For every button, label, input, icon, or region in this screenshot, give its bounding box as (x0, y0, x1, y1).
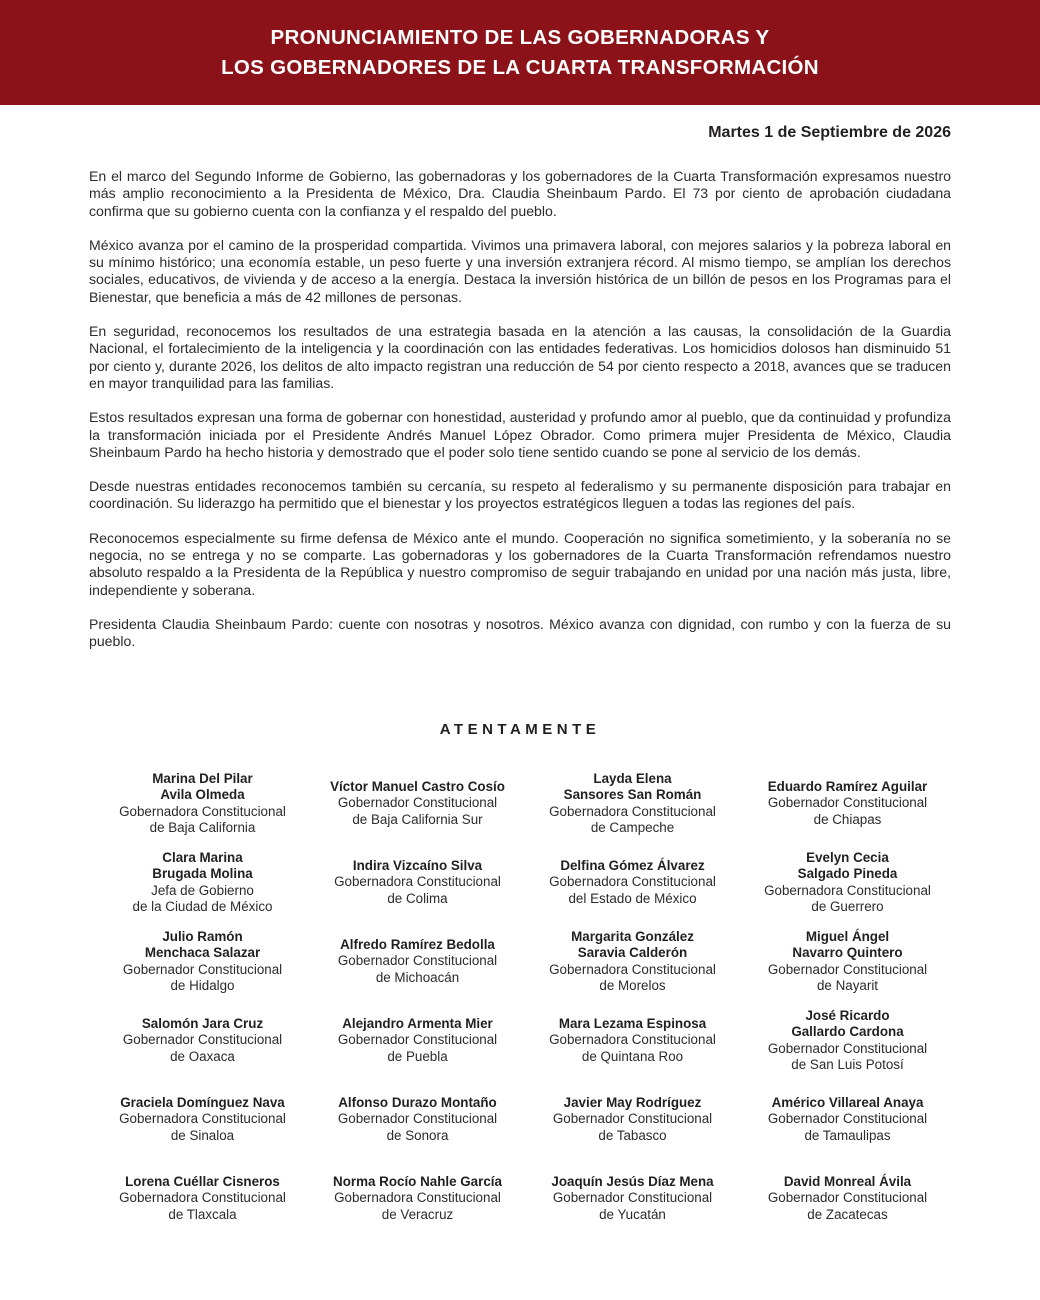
signatory-title: Gobernador Constitucional (767, 795, 928, 811)
signatory-state: de Baja California (149, 819, 256, 835)
signatory-block (95, 764, 310, 843)
signatory-block (740, 1159, 955, 1238)
signatory-block (525, 1001, 740, 1080)
paragraph: México avanza por el camino de la prosperidad compartida. Vivimos una primavera laboral, con mejores salarios y la pobreza laboral en su mínimo histórico; una economía estable, un peso fuerte y una inversión extranjera récord. Al mismo tiempo, se amplían los derechos sociales, educativos, de vivienda y de acceso a la energía. Destaca la inversión histórica de un billón de pesos en los Programas para el Bienestar, que beneficia a más de 42 millones de personas. (89, 236, 951, 305)
paragraph: En seguridad, reconocemos los resultados de una estrategia basada en la atención a las causas, la consolidación de la Guardia Nacional, el fortalecimiento de la inteligencia y la coordinación con las entidades federativas. Los homicidios dolosos han disminuido 51 por ciento y, durante 2026, los delitos de alto impacto registran una reducción de 54 por ciento respecto a 2018, avances que se traducen en mayor tranquilidad para las familias. (89, 323, 951, 391)
signatory-title: Gobernador Constitucional (767, 961, 928, 977)
signatories-grid (95, 764, 955, 1238)
signatory-state: de Oaxaca (170, 1048, 235, 1064)
signatory-block (525, 843, 740, 922)
signatory-block (525, 922, 740, 1001)
signatory-title: Gobernador Constitucional (337, 795, 498, 811)
signatory-name: Alejandro Armenta Mier (342, 1016, 493, 1032)
signatory-title: Gobernadora Constitucional (549, 874, 716, 890)
paragraph: Estos resultados expresan una forma de gobernar con honestidad, austeridad y profundo amor al pueblo, que da continuidad y profundiza la transformación iniciada por el Presidente Andrés Manuel López Obrador. Como primera mujer Presidenta de México, Claudia Sheinbaum Pardo ha hecho historia y demostrado que el poder solo tiene sentido cuando se pone al servicio de los demás. (89, 409, 951, 460)
signatory-title: Gobernadora Constitucional (119, 803, 286, 819)
signatory-state: de Tabasco (598, 1127, 667, 1143)
signatory-block (95, 922, 310, 1001)
signatory-state: de la Ciudad de México (132, 898, 273, 914)
signatory-name: Evelyn Cecia Salgado Pineda (797, 849, 898, 882)
signatory-block (95, 1001, 310, 1080)
signatory-block (310, 922, 525, 1001)
signatory-name: Miguel Ángel Navarro Quintero (792, 928, 903, 961)
signatory-name: Alfredo Ramírez Bedolla (340, 937, 495, 953)
signatory-name: Salomón Jara Cruz (141, 1016, 264, 1032)
signatory-block (740, 1080, 955, 1159)
signatory-name: Layda Elena Sansores San Román (563, 770, 702, 803)
signatory-name: Lorena Cuéllar Cisneros (125, 1174, 280, 1190)
signatory-state: de Tamaulipas (804, 1127, 891, 1143)
signatory-block (740, 1001, 955, 1080)
signatory-title: Gobernador Constitucional (337, 953, 498, 969)
signatory-title: Gobernadora Constitucional (549, 961, 716, 977)
signatory-title: Gobernadora Constitucional (119, 1111, 286, 1127)
signatory-block (310, 1001, 525, 1080)
signatory-state: de Quintana Roo (581, 1048, 684, 1064)
signatory-state: de Chiapas (813, 811, 882, 827)
signatory-state: de Sinaloa (170, 1127, 235, 1143)
signatory-title: Gobernadora Constitucional (549, 803, 716, 819)
signatory-block (95, 1080, 310, 1159)
signatory-title: Gobernador Constitucional (337, 1111, 498, 1127)
signatory-state: de Zacatecas (807, 1206, 888, 1222)
signatory-block (95, 1159, 310, 1238)
signatory-state: de Guerrero (811, 898, 884, 914)
document-date: Martes 1 de Septiembre de 2026 (708, 124, 951, 141)
signatory-title: Gobernador Constitucional (337, 1032, 498, 1048)
header-band (0, 0, 1040, 105)
header-title-line-1: PRONUNCIAMIENTO DE LAS GOBERNADORAS Y (270, 25, 770, 49)
signatory-block (310, 843, 525, 922)
signatory-name: Delfina Gómez Álvarez (560, 858, 705, 874)
signatory-block (525, 1159, 740, 1238)
signatory-state: de Morelos (599, 977, 666, 993)
signatory-title: Gobernadora Constitucional (764, 882, 931, 898)
signatory-block (525, 764, 740, 843)
signatory-state: del Estado de México (568, 890, 697, 906)
signatory-name: Margarita González Saravia Calderón (571, 928, 694, 961)
signatory-block (95, 843, 310, 922)
signatory-title: Gobernadora Constitucional (549, 1032, 716, 1048)
signatory-name: Graciela Domínguez Nava (120, 1095, 285, 1111)
signatory-state: de Yucatán (599, 1206, 666, 1222)
signatory-name: Eduardo Ramírez Aguilar (767, 779, 928, 795)
signatory-block (310, 764, 525, 843)
signatory-name: Clara Marina Brugada Molina (152, 849, 253, 882)
signatory-name: José Ricardo Gallardo Cardona (791, 1007, 904, 1040)
signatory-title: Gobernadora Constitucional (334, 874, 501, 890)
signatory-name: David Monreal Ávila (783, 1174, 912, 1190)
signatory-block (740, 922, 955, 1001)
signatory-state: de Sonora (386, 1127, 449, 1143)
signatory-state: de Veracruz (381, 1206, 454, 1222)
signatory-name: Joaquín Jesús Díaz Mena (551, 1174, 714, 1190)
signatory-name: Marina Del Pilar Avila Olmeda (152, 770, 253, 803)
signatory-title: Gobernador Constitucional (767, 1111, 928, 1127)
paragraph: En el marco del Segundo Informe de Gobierno, las gobernadoras y los gobernadores de la Cuarta Transformación expresamos nuestro más amplio reconocimiento a la Presidenta de México, Dra. Claudia Sheinbaum Pardo. El 73 por ciento de aprobación ciudadana confirma que su gobierno cuenta con la confianza y el respaldo del pueblo. (89, 168, 951, 219)
signatory-name: Víctor Manuel Castro Cosío (330, 779, 505, 795)
signatory-name: Javier May Rodríguez (563, 1095, 702, 1111)
signatory-name: Julio Ramón Menchaca Salazar (144, 928, 261, 961)
signatory-state: de Colima (387, 890, 448, 906)
signatory-name: Norma Rocío Nahle García (333, 1174, 502, 1190)
signatory-state: de Campeche (590, 819, 675, 835)
signatory-block (310, 1080, 525, 1159)
signatory-name: Américo Villareal Anaya (771, 1095, 924, 1111)
signatory-block (525, 1080, 740, 1159)
signatory-state: de Baja California Sur (352, 811, 483, 827)
signatory-state: de Nayarit (816, 977, 879, 993)
signatory-block (740, 843, 955, 922)
signatory-state: de Hidalgo (170, 977, 235, 993)
signatory-title: Gobernador Constitucional (122, 1032, 283, 1048)
header-title-line-2: LOS GOBERNADORES DE LA CUARTA TRANSFORMACIÓN (221, 55, 819, 79)
signatory-state: de Michoacán (375, 969, 460, 985)
paragraph: Desde nuestras entidades reconocemos también su cercanía, su respeto al federalismo y su permanente disposición para trabajar en coordinación. Su liderazgo ha permitido que el bienestar y los proyectos estratégicos lleguen a todas las regiones del país. (89, 478, 951, 512)
signatory-title: Gobernadora Constitucional (334, 1190, 501, 1206)
closing-atentamente: ATENTAMENTE (439, 721, 601, 738)
signatory-title: Gobernador Constitucional (767, 1190, 928, 1206)
signatory-title: Gobernador Constitucional (767, 1040, 928, 1056)
signatory-title: Gobernadora Constitucional (119, 1190, 286, 1206)
signatory-name: Indira Vizcaíno Silva (352, 858, 483, 874)
signatory-title: Gobernador Constitucional (552, 1190, 713, 1206)
paragraph: Reconocemos especialmente su firme defensa de México ante el mundo. Cooperación no significa sometimiento, y la soberanía no se negocia, no se entrega y no se comparte. Las gobernadoras y los gobernadores de la Cuarta Transformación refrendamos nuestro absoluto respaldo a la Presidenta de la República y nuestro compromiso de seguir trabajando en unidad por una nación más justa, libre, independiente y soberana. (89, 529, 951, 598)
signatory-title: Gobernador Constitucional (122, 961, 283, 977)
signatory-state: de Tlaxcala (168, 1206, 237, 1222)
paragraph: Presidenta Claudia Sheinbaum Pardo: cuente con nosotras y nosotros. México avanza con dignidad, con rumbo y con la fuerza de su pueblo. (89, 615, 951, 650)
signatory-block (310, 1159, 525, 1238)
signatory-name: Mara Lezama Espinosa (558, 1016, 707, 1032)
signatory-name: Alfonso Durazo Montaño (338, 1095, 497, 1111)
document-body (89, 168, 951, 668)
signatory-title: Gobernador Constitucional (552, 1111, 713, 1127)
signatory-title: Jefa de Gobierno (151, 882, 254, 898)
signatory-block (740, 764, 955, 843)
signatory-state: de Puebla (387, 1048, 448, 1064)
signatory-state: de San Luis Potosí (791, 1056, 904, 1072)
